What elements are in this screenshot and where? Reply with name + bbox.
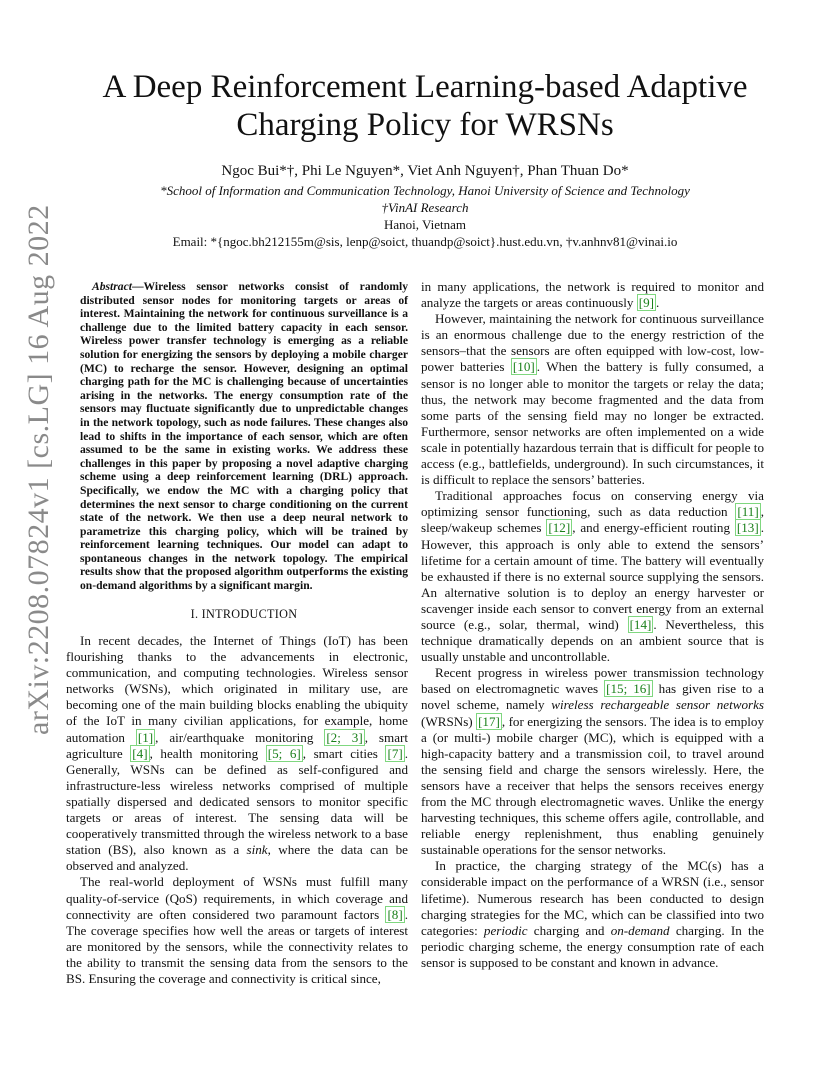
citation-14[interactable]: [14] — [629, 616, 652, 632]
citation-15-16[interactable]: [15; 16] — [606, 681, 651, 697]
citation-1[interactable]: [1] — [137, 729, 154, 745]
citation-12[interactable]: [12] — [548, 520, 571, 536]
affiliation-vinai: †VinAI Research — [381, 200, 469, 215]
affiliation-location: Hanoi, Vietnam — [383, 217, 467, 232]
citation-9[interactable]: [9] — [638, 295, 655, 311]
left-column-body — [66, 633, 408, 987]
intro-paragraph-2: The real-world deployment of WSNs must fulfill many quality-of-service (QoS) requirements, in which coverage and connectivity are often considered two paramount factors [8] . The coverage specifies how well the areas or targets of interest are monitored by the sensors, while the connectivity relates to the ability to transmit the sensing data from the sensors to the BS. Ensuring the coverage and connectivity is critical since, — [66, 874, 408, 986]
citation-2-3[interactable]: [2; 3] — [326, 729, 363, 745]
citation-11[interactable]: [11] — [737, 504, 759, 520]
citation-10[interactable]: [10] — [512, 359, 535, 375]
intro-paragraph-4: Traditional approaches focus on conserving energy via optimizing sensor functioning, such as data reduction [11] , sleep/wakeup schemes [12] , and energy-efficient routing [13] . However, this approach is only able to extend the sensors’ lifetime for a certain amount of time. The battery will eventually be exhausted if there is no external source supplying the sensors. An alternative solution is to deploy an energy harvester or scavenger inside each sensor to convert energy from an external source (e.g., solar, thermal, wind) [14] . Nevertheless, this technique dramatically depends on an ambient source that is usually unstable and uncontrollable. — [421, 488, 765, 665]
citation-8[interactable]: [8] — [387, 906, 403, 922]
abstract-label: Abstract — [92, 280, 132, 293]
intro-paragraph-5: Recent progress in wireless power transmission technology based on electromagnetic waves [15; 16] has given rise to a novel scheme, namely wireless rechargeable sensor networks (WRSNs) [17] , for energizing the sensors. The idea is to employ a (or multi-) mobile charger (MC), which is equipped with a high-capacity battery and a transmission coil, to travel around the sensing field and charge the sensors wirelessly. Here, the sensors have a receiver that helps the sensors receives energy from the MC through electromagnetic waves. Unlike the energy harvesting techniques, this scheme offers agile, controllable, and reliable energy replenishment, thus enabling genuinely sustainable operations for the sensor networks. — [421, 665, 765, 858]
intro-paragraph-continued: in many applications, the network is required to monitor and analyze the targets or areas continuously [9] . — [421, 279, 764, 311]
citation-17[interactable]: [17] — [478, 713, 500, 729]
intro-paragraph-6: In practice, the charging strategy of the MC(s) has a considerable impact on the performance of a WRSN (i.e., sensor lifetime). Numerous research has been conducted to design charging strategies for the MC, which can be classified into two categories: periodic charging and on-demand charging. In the periodic charging scheme, the energy consumption rate of each sensor is supposed to be constant and known in advance. — [421, 858, 764, 970]
author-emails: Email: *{ngoc.bh212155m@sis, lenp@soict, thuandp@soict}.hust.edu.vn, †v.anhnv81@vinai.io — [172, 234, 678, 249]
intro-paragraph-1: In recent decades, the Internet of Things (IoT) has been flourishing thanks to the advancements in electronic, communication, and computing technologies. Wireless sensor networks (WSNs), which originated in military use, are becoming one of the main building blocks enabling the ubiquity of the IoT in many civilian applications, for example, home automation [1] , air/earthquake monitoring [2; 3] , smart agriculture [4] , health monitoring [5; 6] , smart cities [7] . Generally, WSNs can be defined as self-configured and infrastructure-less wireless networks comprised of multiple spatially dispersed and dedicated sensors to monitor specific targets or areas of interest. The sensing data will be cooperatively transmitted through the wireless network to a base station (BS), also known as a sink, where the data can be observed and analyzed. — [66, 633, 409, 874]
arxiv-watermark[interactable]: arXiv:2208.07824v1 [cs.LG] 16 Aug 2022 — [22, 204, 55, 735]
citation-5-6[interactable]: [5; 6] — [267, 745, 301, 761]
citation-13[interactable]: [13] — [736, 520, 759, 536]
affiliation-hust: *School of Information and Communication Technology, Hanoi University of Science and Technology — [160, 183, 690, 198]
paper-title: A Deep Reinforcement Learning-based Adaptive Charging Policy for WRSNs — [102, 69, 748, 143]
section-heading-introduction: I. INTRODUCTION — [190, 607, 298, 621]
author-list: Ngoc Bui*†, Phi Le Nguyen*, Viet Anh Nguyen†, Phan Thuan Do* — [221, 163, 629, 179]
right-column-body — [421, 279, 764, 971]
citation-4[interactable]: [4] — [132, 745, 148, 761]
citation-7[interactable]: [7] — [387, 745, 403, 761]
abstract — [80, 280, 408, 593]
intro-paragraph-3: However, maintaining the network for continuous surveillance is an enormous challenge due to the energy restriction of the sensors–that the sensors are often equipped with low-cost, low-power batteries [10] . When the battery is fully consumed, a sensor is no longer able to monitor the targets or relay the data; thus, the network may become fragmented and the data from some parts of the sensing field may no longer be extracted. Furthermore, sensor networks are often implemented on a wide scale in potentially hazardous terrain that is difficult for people to access (e.g., battlefields, underground). In such circumstances, it is difficult to replace the sensors’ batteries. — [421, 311, 764, 488]
abstract-text: —Wireless sensor networks consist of randomly distributed sensor nodes for monitoring targets or areas of interest. Maintaining the network for continuous surveillance is a challenge due to the limited battery capacity in each sensor. Wireless power transfer technology is emerging as a reliable solution for energizing the sensors by deploying a mobile charger (MC) to recharge the sensor. However, designing an optimal charging path for the MC is challenging because of uncertainties arising in the networks. The energy consumption rate of the sensors may fluctuate significantly due to unpredictable changes in the network topology, such as node failures. These changes also lead to shifts in the importance of each sensor, which are often assumed to be the same in existing works. We address these challenges in this paper by proposing a novel adaptive charging scheme using a deep reinforcement learning (DRL) approach. Specifically, we endow the MC with a charging policy that determines the next sensor to charge conditioning on the current state of the network. We then use a deep neural network to parametrize this charging policy, which will be trained by reinforcement learning techniques. Our model can adapt to spontaneous changes in the network topology. The empirical results show that the proposed algorithm outperforms the existing on-demand algorithms by a significant margin. — [80, 280, 408, 593]
